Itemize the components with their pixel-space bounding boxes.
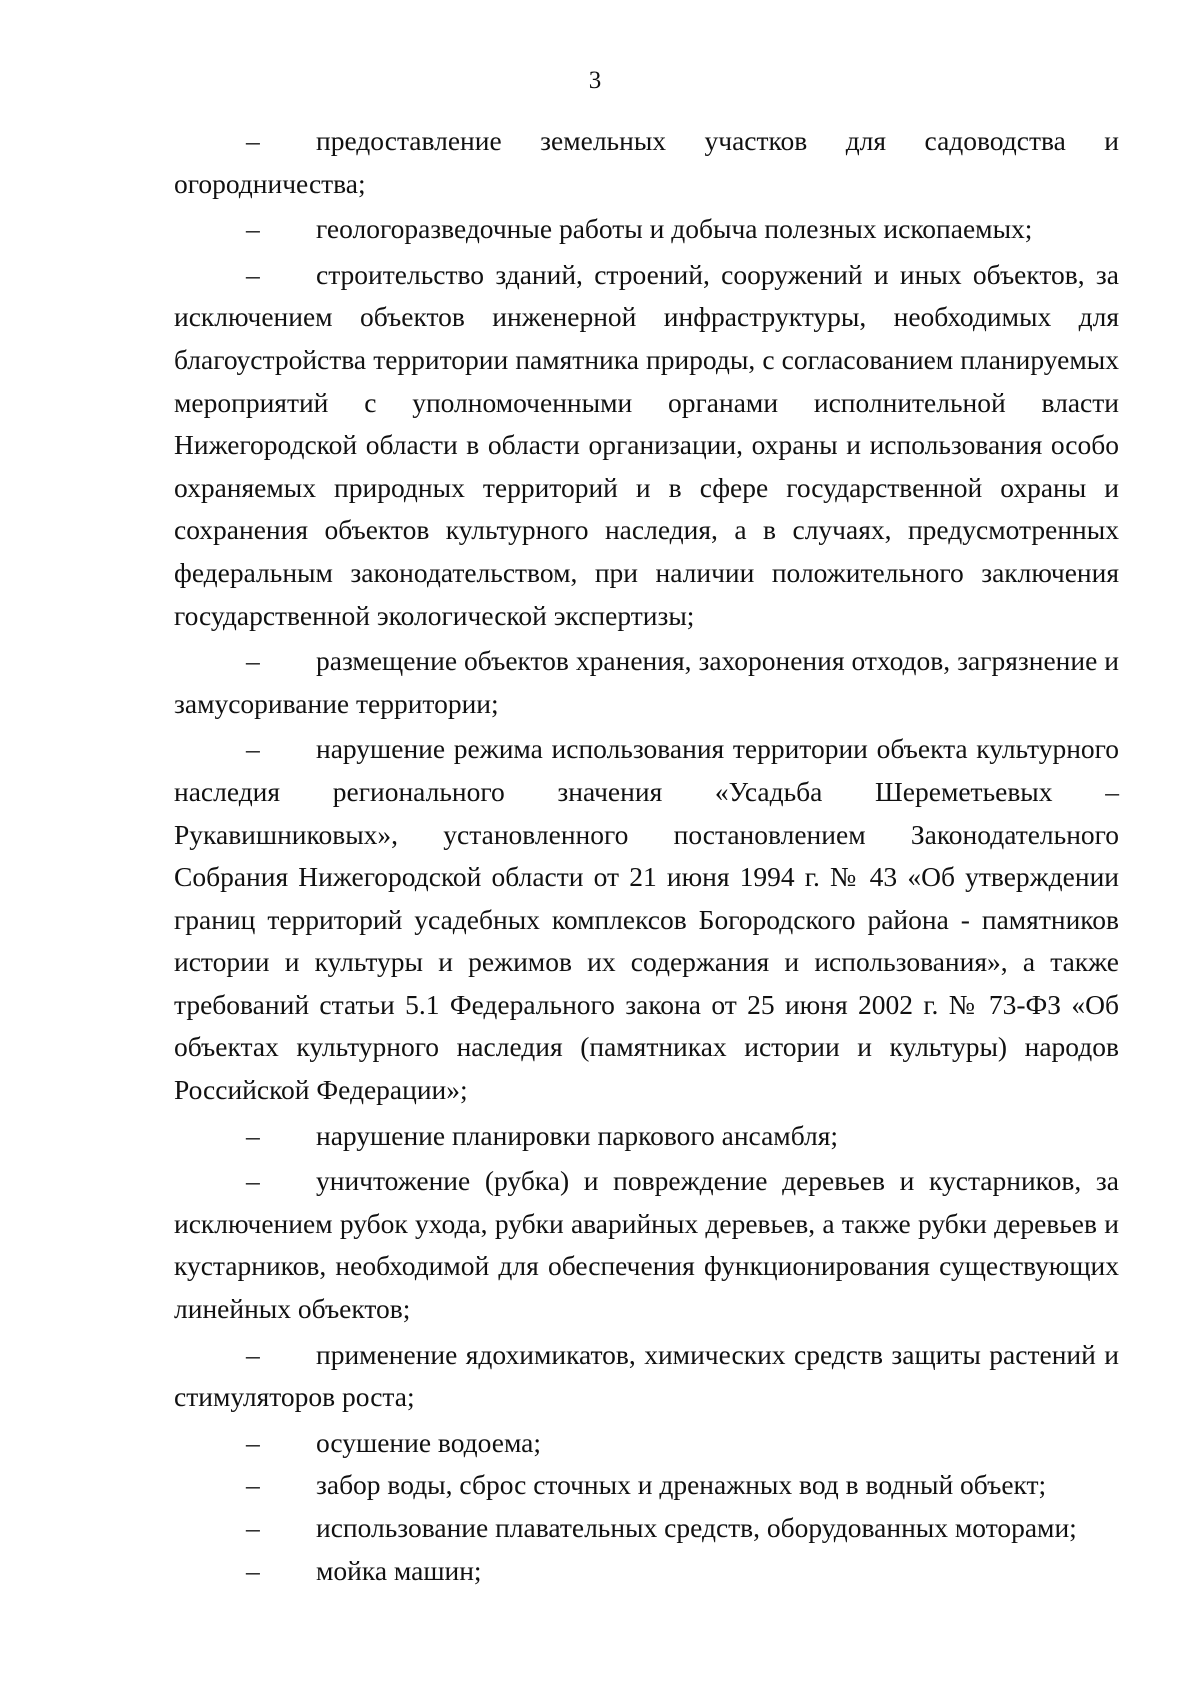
list-item-text: нарушение планировки паркового ансамбля;: [316, 1119, 839, 1151]
list-dash: –: [246, 645, 260, 677]
list-item: [174, 1464, 1119, 1507]
document-body: [174, 120, 1119, 1592]
list-item: [174, 1115, 1119, 1158]
list-dash: –: [246, 1512, 260, 1543]
list-item: [174, 1507, 1119, 1550]
list-item: [174, 640, 1119, 725]
list-dash: –: [246, 258, 260, 290]
list-dash: –: [246, 1119, 260, 1151]
list-item-text: геологоразведочные работы и добыча полезных ископаемых;: [316, 213, 1033, 245]
list-item: [174, 208, 1119, 251]
list-item-text: забор воды, сброс сточных и дренажных вод в водный объект;: [316, 1469, 1047, 1501]
list-item: [174, 254, 1119, 637]
list-item-text: размещение объектов хранения, захоронения отходов, загрязнение и замусоривание территории;: [174, 645, 1119, 719]
list-item-text: предоставление земельных участков для садоводства и огородничества;: [174, 125, 1119, 199]
list-dash: –: [246, 733, 260, 765]
list-dash: –: [246, 1469, 260, 1501]
list-item-text: строительство зданий, строений, сооружений и иных объектов, за исключением объектов инженерной инфраструктуры, необходимых для благоустройства территории памятника природы, с согласованием планируемых мероприятий с уполномоченными органами исполнительной власти Нижегородской области в области организации, охраны и использования особо охраняемых природных территорий и в сфере государственной охраны и сохранения объектов культурного наследия, а в случаях, предусмотренных федеральным законодательством, при наличии положительного заключения государственной экологической экспертизы;: [174, 258, 1119, 631]
page-number: 3: [588, 67, 602, 94]
list-dash: –: [246, 1338, 260, 1370]
list-dash: –: [246, 1426, 260, 1458]
list-item: [174, 1160, 1119, 1330]
list-item-text: уничтожение (рубка) и повреждение деревьев и кустарников, за исключением рубок ухода, рубки аварийных деревьев, а также рубки деревьев и кустарников, необходимой для обеспечения функционирования существующих линейных объектов;: [174, 1165, 1119, 1325]
list-item: [174, 120, 1119, 205]
list-dash: –: [246, 1554, 260, 1586]
list-item: [174, 1422, 1119, 1465]
list-item-text: использование плавательных средств, оборудованных моторами;: [316, 1512, 1077, 1543]
list-dash: –: [246, 1165, 260, 1197]
list-item: [174, 728, 1119, 1111]
list-dash: –: [246, 213, 260, 245]
list-item-text: нарушение режима использования территории объекта культурного наследия регионального значения «Усадьба Шереметьевых – Рукавишниковых», установленного постановлением Законодательного Собрания Нижегородской области от 21 июня 1994 г. № 43 «Об утверждении границ территорий усадебных комплексов Богородского района - памятников истории и культуры и режимов их содержания и использования», а также требований статьи 5.1 Федерального закона от 25 июня 2002 г. № 73-ФЗ «Об объектах культурного наследия (памятниках истории и культуры) народов Российской Федерации»;: [174, 733, 1119, 1106]
list-item: [174, 1334, 1119, 1419]
list-item-text: применение ядохимикатов, химических средств защиты растений и стимуляторов роста;: [174, 1338, 1119, 1413]
list-dash: –: [246, 125, 260, 156]
list-item-text: осушение водоема;: [316, 1426, 542, 1458]
list-item: [174, 1550, 1119, 1593]
list-item-text: мойка машин;: [316, 1554, 482, 1586]
